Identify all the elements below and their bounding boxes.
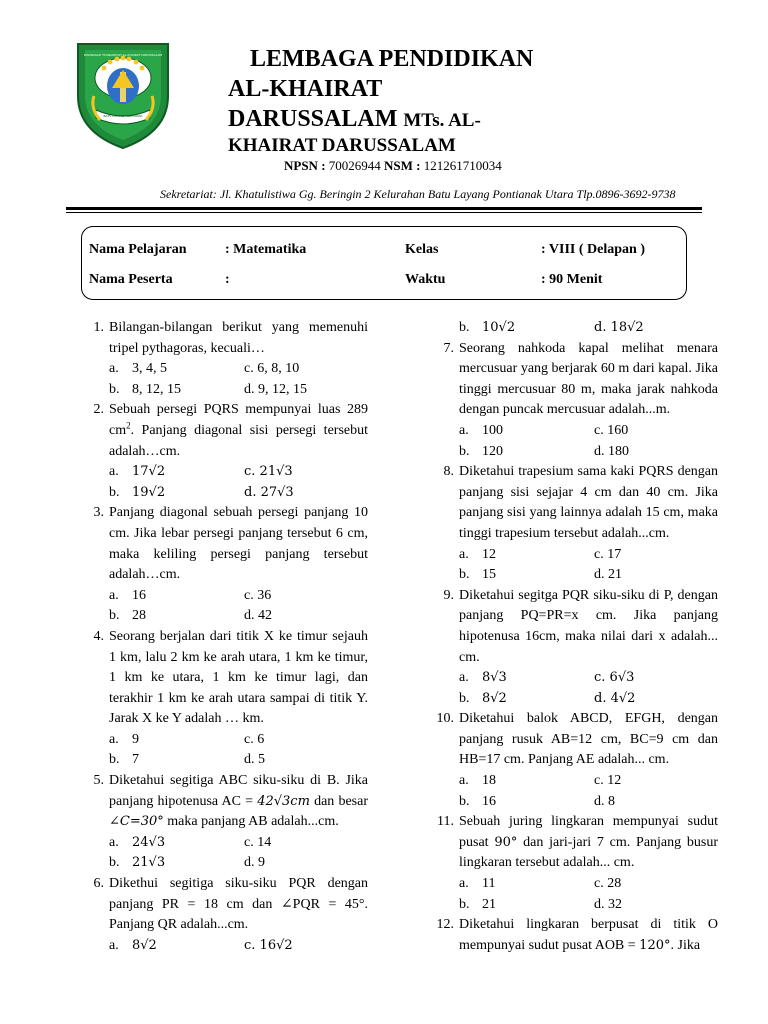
question-6-options [82, 936, 368, 957]
question-7 [432, 339, 718, 421]
question-text: Bilangan-bilangan berikut yang memenuhi tripel pythagoras, kecuali… [109, 320, 368, 356]
option-a: 9 [132, 731, 139, 747]
question-10 [432, 709, 718, 771]
option-label: b. [109, 855, 120, 871]
question-number: 12. [436, 917, 454, 933]
option-c: c. 16√2 [244, 937, 293, 953]
question-2-options [82, 462, 368, 503]
question-8 [432, 462, 718, 544]
option-c: c. 6, 8, 10 [244, 361, 300, 377]
option-d: d. 4√2 [594, 690, 636, 706]
option-label: a. [459, 546, 469, 562]
nsm-label: NSM : [384, 158, 421, 173]
header-rule-thick [66, 207, 702, 210]
option-label: a. [459, 876, 469, 892]
question-8-options [432, 545, 718, 586]
question-6 [82, 874, 368, 936]
option-a: 18 [482, 773, 496, 789]
option-c: c. 17 [594, 546, 622, 562]
waktu-label: Waktu [405, 272, 446, 287]
option-c: c. 6 [244, 731, 265, 747]
option-label: a. [109, 937, 119, 953]
header-line-3-small: MTs. AL- [403, 110, 481, 131]
question-number: 10. [436, 711, 454, 727]
option-label: b. [459, 793, 470, 809]
sekretariat-address: Sekretariat: Jl. Khatulistiwa Gg. Beringin 2 Kelurahan Batu Layang Pontianak Utara Tlp.0896-3692-9738 [160, 187, 676, 201]
kelas-label: Kelas [405, 242, 439, 257]
header-line-2: AL-KHAIRAT [228, 76, 383, 102]
question-text: Diketahui trapesium sama kaki PQRS dengan panjang sisi sejajar 4 cm dan 40 cm. Jika panjang sisi yang lainnya adalah 15 cm, maka tinggi trapesium tersebut adalah...cm. [459, 464, 718, 541]
question-text-part-1: Sebuah persegi PQRS mempunyai luas 289 cm [109, 402, 368, 438]
option-c: c. 14 [244, 834, 272, 850]
option-c: c. 160 [594, 422, 629, 438]
question-text: Dikethui segitiga siku-siku PQR dengan panjang PR = 18 cm dan ∠PQR = 45°. Panjang QR adalah...cm. [109, 876, 368, 933]
question-number: 1. [93, 320, 104, 335]
npsn-line [284, 158, 502, 174]
header-line-3 [228, 106, 481, 133]
question-text: Diketahui segitga PQR siku-siku di P, dengan panjang PQ=PR=x cm. Jika panjang hipotenusa 16cm, maka nilai dari x adalah... cm. [459, 587, 718, 665]
option-a: 16 [132, 587, 146, 603]
question-number: 8. [443, 464, 454, 480]
option-label: a. [459, 422, 469, 438]
option-d: d. 9, 12, 15 [244, 381, 307, 397]
option-label: b. [109, 484, 120, 500]
option-a: 8√2 [132, 937, 157, 953]
question-11-options [432, 874, 718, 915]
option-d: d. 9 [244, 855, 265, 871]
option-a: 24√3 [132, 834, 166, 850]
question-12 [432, 915, 718, 956]
question-9-options [432, 668, 718, 709]
option-b: 19√2 [132, 484, 166, 500]
question-text-part-3: maka panjang AB adalah...cm. [167, 814, 339, 830]
option-b: 120 [482, 443, 503, 459]
question-text-part-1: Diketahui segitiga ABC siku-siku di B. Jika panjang hipotenusa AC = [109, 773, 368, 809]
option-label: a. [109, 361, 119, 377]
option-label: b. [109, 608, 120, 624]
option-a: 8√3 [482, 670, 507, 686]
option-a: 17√2 [132, 464, 166, 480]
math-expression: 90° [494, 834, 518, 850]
option-b: 21 [482, 896, 496, 912]
question-4-options [82, 730, 368, 771]
option-d: d. 18√2 [594, 320, 644, 335]
option-label: b. [109, 752, 120, 768]
logo-text-bottom: BATU LAYANG PONTIANAK [103, 114, 143, 118]
option-b: 8, 12, 15 [132, 381, 181, 397]
header-line-3-main: DARUSSALAM [228, 106, 398, 132]
option-label: a. [459, 670, 469, 686]
question-number: 9. [443, 587, 454, 603]
school-logo [70, 36, 176, 150]
nsm-value: 121261710034 [423, 158, 502, 173]
math-expression: ∠C=30° [109, 814, 164, 830]
option-label: b. [459, 320, 470, 335]
option-d: d. 27√3 [244, 484, 294, 500]
option-b: 28 [132, 608, 146, 624]
question-6-options-continued [432, 318, 718, 339]
question-5-options [82, 833, 368, 874]
option-a: 12 [482, 546, 496, 562]
option-d: d. 42 [244, 608, 272, 624]
header-line-1: LEMBAGA PENDIDIKAN [250, 46, 534, 72]
option-a: 100 [482, 422, 503, 438]
option-label: a. [109, 587, 119, 603]
question-number: 4. [93, 628, 104, 644]
question-7-options [432, 421, 718, 462]
option-c: c. 12 [594, 773, 622, 789]
question-number: 5. [93, 773, 104, 789]
question-10-options [432, 771, 718, 812]
question-1 [82, 318, 368, 359]
option-b: 7 [132, 752, 139, 768]
option-d: d. 32 [594, 896, 622, 912]
question-text-part-2: . Panjang diagonal sisi persegi tersebut adalah…cm. [109, 422, 368, 459]
mapel-value: : Matematika [225, 242, 307, 257]
option-b: 21√3 [132, 855, 166, 871]
question-9 [432, 586, 718, 668]
option-b: 10√2 [482, 320, 516, 335]
question-text: Diketahui balok ABCD, EFGH, dengan panjang rusuk AB=12 cm, BC=9 cm dan HB=17 cm. Panjang AE adalah... cm. [459, 711, 718, 768]
question-text-part-2: dan jari-jari 7 cm. Panjang busur lingkaran tersebut adalah... cm. [459, 834, 719, 871]
superscript: 2 [126, 420, 131, 431]
option-a: 11 [482, 876, 496, 892]
option-label: b. [109, 381, 120, 397]
option-c: c. 6√3 [594, 670, 635, 686]
question-text-part-2: . Jika [670, 937, 701, 953]
npsn-label: NPSN : [284, 158, 326, 173]
option-c: c. 21√3 [244, 464, 293, 480]
option-label: a. [109, 834, 119, 850]
question-5 [82, 771, 368, 833]
question-number: 2. [93, 402, 104, 418]
question-text: Panjang diagonal sebuah persegi panjang 10 cm. Jika lebar persegi panjang tersebut 6 cm, maka keliling persegi panjang tersebut adalah…cm. [109, 505, 368, 583]
kelas-value: : VIII ( Delapan ) [541, 242, 645, 257]
question-2 [82, 400, 368, 462]
question-4 [82, 627, 368, 730]
question-1-options [82, 359, 368, 400]
option-b: 15 [482, 567, 496, 583]
question-text: Seorang berjalan dari titik X ke timur sejauh 1 km, lalu 2 km ke arah utara, 1 km ke timur, 1 km ke utara, 1 km ke timur lagi, dan terakhir 1 km ke arah utara sampai di titik Y. Jarak X ke Y adalah … km. [109, 628, 368, 727]
header-line-4: KHAIRAT DARUSSALAM [228, 135, 456, 156]
question-text-part-1: Diketahui lingkaran berpusat di titik O mempunyai sudut pusat AOB = [459, 917, 718, 953]
question-number: 3. [93, 505, 104, 521]
option-d: d. 180 [594, 443, 629, 459]
header-rule-thin [66, 212, 702, 213]
option-d: d. 5 [244, 752, 265, 768]
math-expression: 42√3cm [257, 793, 310, 809]
question-3-options [82, 586, 368, 627]
option-label: b. [459, 443, 470, 459]
math-expression: 120° [639, 937, 671, 953]
peserta-value: : [225, 272, 230, 287]
question-text-part-1: Sebuah juring lingkaran mempunyai sudut pusat [459, 814, 718, 850]
option-b: 16 [482, 793, 496, 809]
option-label: b. [459, 567, 470, 583]
option-d: d. 8 [594, 793, 615, 809]
option-label: b. [459, 690, 470, 706]
mapel-label: Nama Pelajaran [89, 242, 187, 257]
question-11 [432, 812, 718, 874]
option-label: a. [459, 773, 469, 789]
npsn-value: 70026944 [328, 158, 381, 173]
option-c: c. 36 [244, 587, 272, 603]
option-label: a. [109, 464, 119, 480]
question-3 [82, 503, 368, 585]
option-b: 8√2 [482, 690, 507, 706]
questions-left-column [82, 318, 368, 956]
exam-info-box [81, 226, 687, 300]
waktu-value: : 90 Menit [541, 272, 603, 287]
peserta-label: Nama Peserta [89, 272, 173, 287]
question-number: 11. [437, 814, 454, 830]
question-text-part-2: dan besar [314, 793, 369, 809]
logo-text-top: MADRASAH TSANAWIYAH AL-KHAIRAT DARUSSALAM [83, 53, 163, 57]
option-c: c. 28 [594, 876, 622, 892]
question-text: Seorang nahkoda kapal melihat menara mercusuar yang berjarak 60 m dari kapal. Jika tinggi mercusuar 80 m, maka jarak nahkoda dengan puncak mercusuar adalah...m. [459, 340, 718, 418]
question-number: 7. [443, 340, 454, 356]
option-label: a. [109, 731, 119, 747]
option-d: d. 21 [594, 567, 622, 583]
questions-right-column [432, 318, 718, 956]
option-label: b. [459, 896, 470, 912]
option-a: 3, 4, 5 [132, 361, 167, 377]
question-number: 6. [93, 876, 104, 892]
